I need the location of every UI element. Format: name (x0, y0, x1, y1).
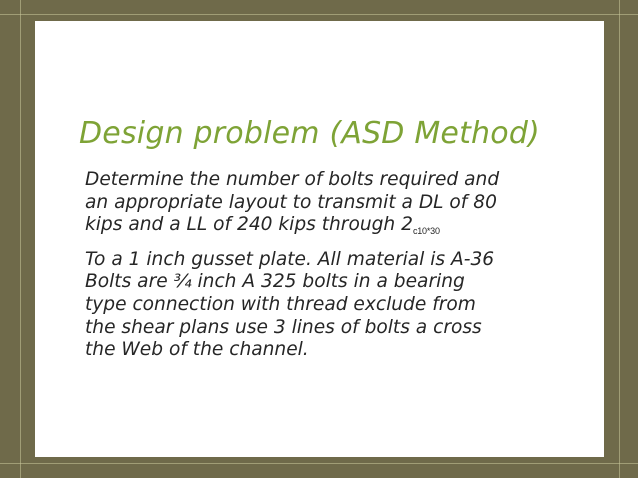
slide-panel (35, 21, 604, 457)
paragraph2-line3: type connection with thread exclude from (85, 293, 476, 315)
paragraph2-line2: Bolts are ¾ inch A 325 bolts in a bearing (85, 271, 465, 293)
paragraph2-line4: the shear plans use 3 lines of bolts a cross (85, 316, 482, 338)
frame-line-top (0, 14, 638, 15)
paragraph1-line3 (85, 214, 595, 243)
channel-subscript: c10*30 (412, 226, 440, 237)
frame-line-left (20, 0, 21, 478)
slide-title: Design problem (ASD Method) (79, 116, 540, 151)
paragraph2-line1: To a 1 inch gusset plate. All material is A-36 (85, 248, 495, 270)
frame-line-right (619, 0, 620, 478)
paragraph2-line5: the Web of the channel. (85, 339, 309, 361)
paragraph1-line2: an appropriate layout to transmit a DL of 80 (85, 191, 497, 213)
frame-line-bottom (0, 463, 638, 464)
slide-body (85, 169, 595, 362)
paragraph1-line3-text: kips and a LL of 240 kips through 2 (85, 214, 413, 236)
paragraph1-line1: Determine the number of bolts required and (85, 169, 500, 190)
